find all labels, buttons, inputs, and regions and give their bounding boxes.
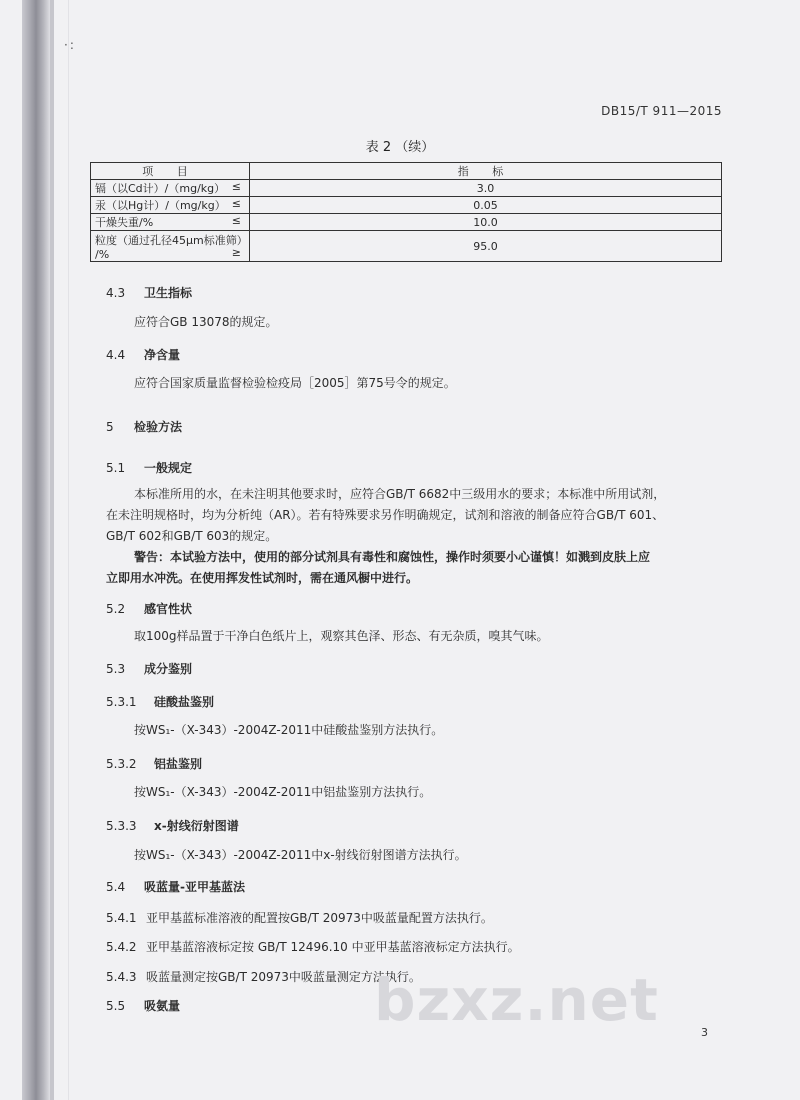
section-text-5-4-1: 5.4.1 亚甲基蓝标准溶液的配置按GB/T 20973中吸蓝量配置方法执行。	[106, 911, 493, 925]
comparison-symbol: ≤	[231, 197, 241, 210]
section-heading-5-3-1: 5.3.1 硅酸盐鉴别	[106, 695, 215, 709]
warning-line2: 立即用水冲洗。在使用挥发性试剂时，需在通风橱中进行。	[106, 571, 419, 585]
section-heading-5-3-3: 5.3.3 x-射线衍射图谱	[106, 819, 239, 833]
row-item: 粒度（通过孔径45μm标准筛） /% ≥	[91, 231, 250, 262]
table-title: 表 2 （续）	[365, 140, 435, 155]
section-heading-5-2: 5.2 感官性状	[106, 602, 193, 616]
comparison-symbol: ≤	[231, 214, 241, 227]
comparison-symbol: ≤	[231, 180, 241, 193]
section-text-5-3-3: 按WS₁-（X-343）-2004Z-2011中x-射线衍射图谱方法执行。	[134, 848, 467, 862]
page-number: 3	[701, 1026, 708, 1039]
section-heading-4-3: 4.3 卫生指标	[106, 286, 193, 300]
comparison-symbol: ≥	[231, 246, 241, 259]
section-text-5-4-3: 5.4.3 吸蓝量测定按GB/T 20973中吸蓝量测定方法执行。	[106, 970, 421, 984]
scan-speck: ·:	[64, 38, 76, 52]
col-header-item: 项 目	[91, 163, 250, 180]
table-row	[91, 231, 722, 262]
row-value: 10.0	[250, 214, 722, 231]
table-header-row	[91, 163, 722, 180]
scan-binding-shadow	[22, 0, 50, 1100]
row-value: 95.0	[250, 231, 722, 262]
section-text-5-3-1: 按WS₁-（X-343）-2004Z-2011中硅酸盐鉴别方法执行。	[134, 723, 444, 737]
table-row	[91, 197, 722, 214]
col-header-value: 指 标	[250, 163, 722, 180]
section-heading-5-3-2: 5.3.2 铝盐鉴别	[106, 757, 203, 771]
section-text-5-2: 取100g样品置于干净白色纸片上，观察其色泽、形态、有无杂质，嗅其气味。	[134, 629, 549, 643]
standard-code: DB15/T 911—2015	[601, 104, 722, 118]
section-text-4-3: 应符合GB 13078的规定。	[134, 315, 278, 329]
section-heading-5-3: 5.3 成分鉴别	[106, 662, 193, 676]
warning-line1: 警告：本试验方法中，使用的部分试剂具有毒性和腐蚀性，操作时须要小心谨慎！如溅到皮肤上应	[134, 550, 651, 564]
watermark: bzxz.net	[374, 966, 659, 1034]
section-heading-5-4: 5.4 吸蓝量-亚甲基蓝法	[106, 880, 245, 894]
section-text-5-4-2: 5.4.2 亚甲基蓝溶液标定按 GB/T 12496.10 中亚甲基蓝溶液标定方法执行。	[106, 940, 520, 954]
row-value: 3.0	[250, 180, 722, 197]
table-row	[91, 180, 722, 197]
section-text-5-3-2: 按WS₁-（X-343）-2004Z-2011中铝盐鉴别方法执行。	[134, 785, 432, 799]
row-item: 汞（以Hg计）/（mg/kg） ≤	[91, 197, 250, 214]
section-heading-5-1: 5.1 一般规定	[106, 461, 193, 475]
section-heading-5: 5 检验方法	[106, 420, 183, 434]
spec-table	[90, 162, 722, 262]
row-item: 干燥失重/% ≤	[91, 214, 250, 231]
table-row	[91, 214, 722, 231]
row-item: 镉（以Cd计）/（mg/kg） ≤	[91, 180, 250, 197]
section-text-5-1-line2: 在未注明规格时，均为分析纯（AR）。若有特殊要求另作明确规定，试剂和溶液的制备应符合GB/T 601、	[106, 508, 665, 522]
section-text-5-1-line1: 本标准所用的水，在未注明其他要求时，应符合GB/T 6682中三级用水的要求；本标准中所用试剂，	[134, 487, 666, 501]
scan-binding-edge	[50, 0, 54, 1100]
section-heading-4-4: 4.4 净含量	[106, 348, 181, 362]
section-heading-5-5: 5.5 吸氨量	[106, 999, 181, 1013]
section-text-5-1-line3: GB/T 602和GB/T 603的规定。	[106, 529, 278, 543]
scan-rule	[68, 0, 69, 1100]
row-value: 0.05	[250, 197, 722, 214]
section-text-4-4: 应符合国家质量监督检验检疫局［2005］第75号令的规定。	[134, 376, 456, 390]
